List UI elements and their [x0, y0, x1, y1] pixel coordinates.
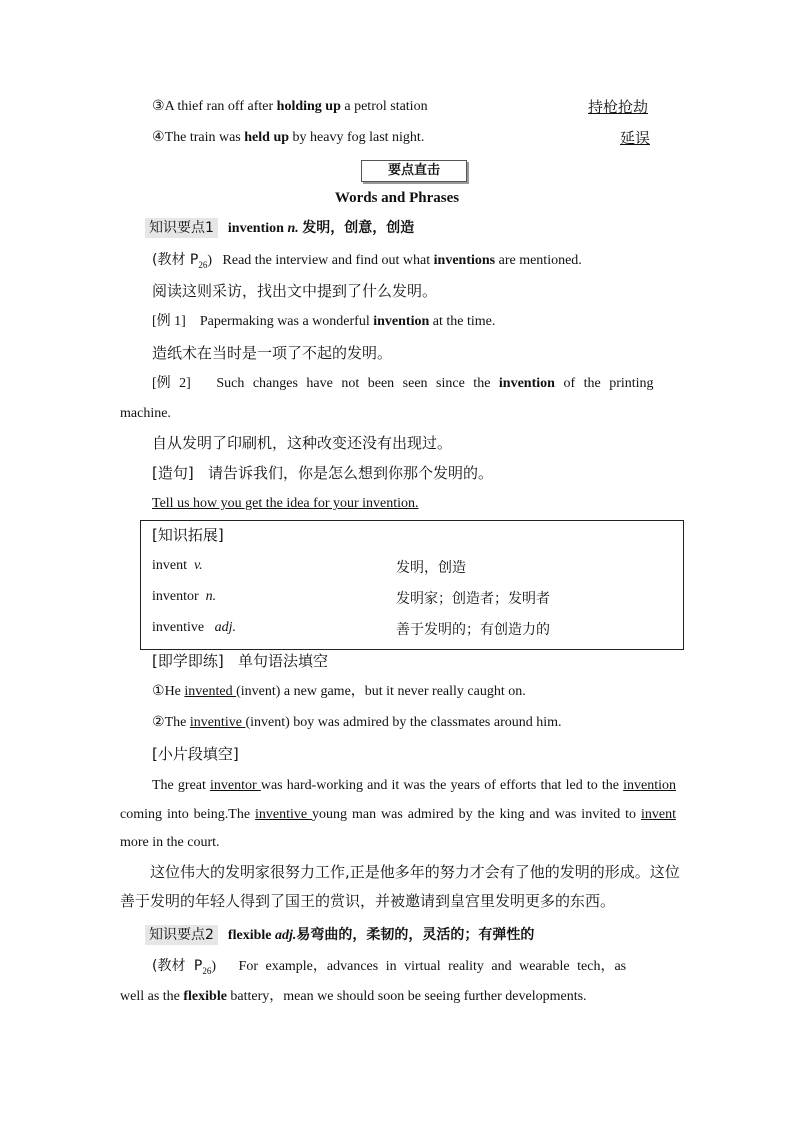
- point1-make-sentence: [造句] 请告诉我们，你是怎么想到你那个发明的。: [152, 464, 494, 482]
- example-4-meaning: 延误: [620, 129, 651, 147]
- passage-cn: 这位伟大的发明家很努力工作,正是他多年的努力才会有了他的发明的形成。这位善于发明的年轻人得到了国王的赏识，并被邀请到皇宫里发明更多的东西。: [120, 863, 680, 910]
- extension-row-meaning: 发明，创造: [396, 560, 466, 576]
- point1-textbook-cn: 阅读这则采访，找出文中提到了什么发明。: [152, 282, 438, 300]
- extension-row: invent v.: [152, 558, 203, 573]
- example-3: ③A thief ran off after holding up a petrol station: [152, 99, 428, 114]
- practice-q1: ①He invented (invent) a new game，but it never really caught on.: [152, 684, 526, 699]
- point2-tag: 知识要点2: [145, 925, 218, 945]
- section-title: Words and Phrases: [334, 190, 460, 206]
- extension-title: [知识拓展]: [152, 526, 224, 544]
- example-3-meaning: 持枪抢劫: [588, 98, 649, 116]
- extension-row: inventive adj.: [152, 620, 236, 635]
- point1-example1: [例 1] Papermaking was a wonderful invention at the time.: [152, 314, 496, 329]
- point1-example2-cn: 自从发明了印刷机，这种改变还没有出现过。: [152, 434, 453, 452]
- practice-q2: ②The inventive (invent) boy was admired by the classmates around him.: [152, 715, 562, 730]
- point2-heading: 知识要点2 flexible adj.易弯曲的，柔韧的，灵活的；有弹性的: [145, 925, 534, 945]
- point1-heading: 知识要点1 invention n. 发明，创意，创造: [145, 218, 414, 238]
- point2-textbook: (教材 $P_{26}$) For example，advances in virtual reality and wearable tech，as: [152, 958, 627, 976]
- extension-row: inventor n.: [152, 589, 217, 604]
- point1-example2: [例 2] Such changes have not been seen since the invention of the printing: [152, 376, 654, 391]
- point1-tag: 知识要点1: [145, 218, 218, 238]
- practice-heading: [即学即练] 单句语法填空: [152, 652, 329, 670]
- point1-textbook: (教材 $P_{26}$) Read the interview and find out what inventions are mentioned.: [152, 252, 582, 270]
- passage-label: [小片段填空]: [152, 745, 239, 763]
- section-banner: 要点直击: [361, 160, 467, 182]
- extension-row-meaning: 发明家；创造者；发明者: [396, 591, 550, 607]
- passage-fill: The great inventor was hard-working and it was the years of efforts that led to the invention coming into being.The inventive young man was admired by the king and was invited to invent more in the court.: [120, 778, 677, 850]
- point2-textbook-cont: well as the flexible battery，mean we should soon be seeing further developments.: [120, 989, 587, 1004]
- point1-make-sentence-answer: Tell us how you get the idea for your invention.: [152, 496, 419, 511]
- extension-row-meaning: 善于发明的；有创造力的: [396, 622, 550, 638]
- point1-example1-cn: 造纸术在当时是一项了不起的发明。: [152, 344, 393, 362]
- point1-example2-cont: machine.: [120, 406, 171, 421]
- example-4: ④The train was held up by heavy fog last night.: [152, 130, 425, 145]
